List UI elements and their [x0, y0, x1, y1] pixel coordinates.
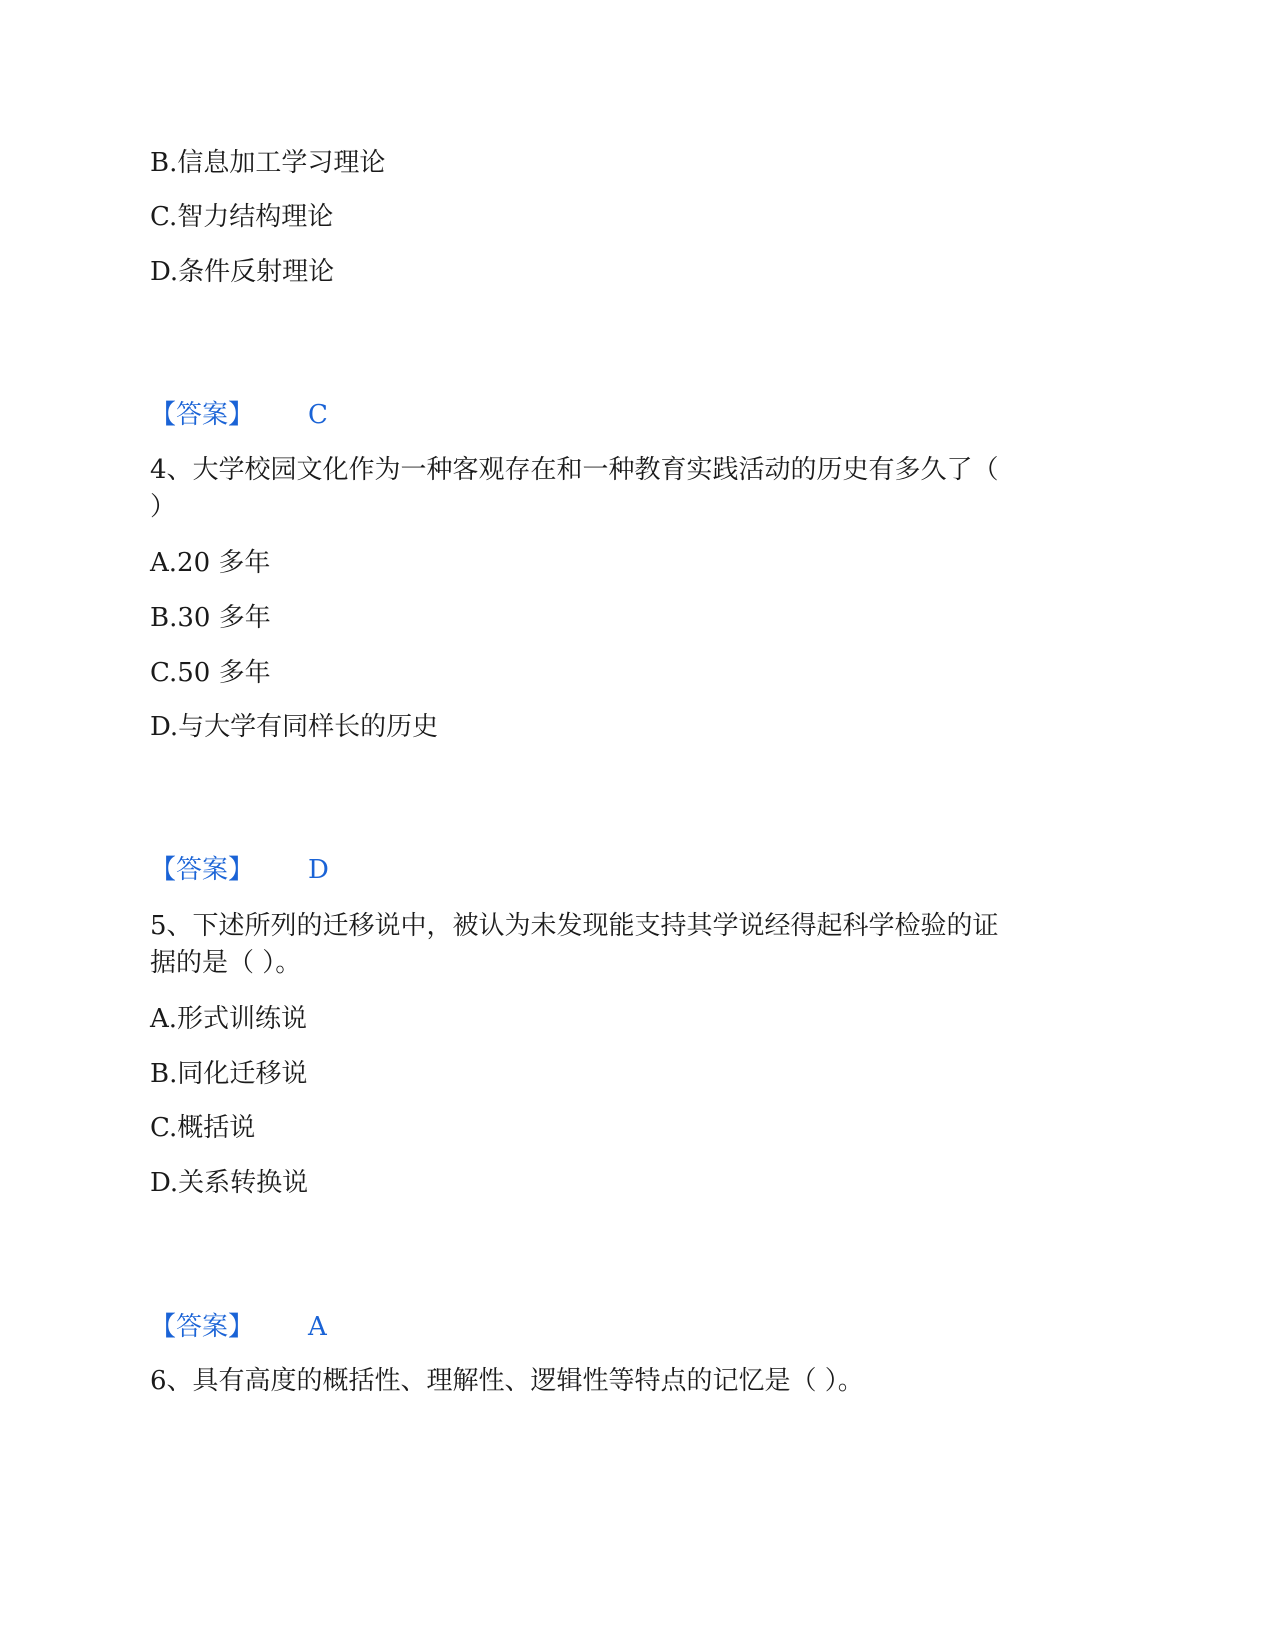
q4-option-a: A.20 多年 — [150, 548, 271, 578]
answer-value: D — [308, 855, 329, 885]
answer-value: C — [308, 400, 328, 430]
q3-option-c: C.智力结构理论 — [150, 202, 334, 232]
q4-stem-line2: ） — [150, 492, 177, 522]
q5-answer — [150, 1310, 327, 1344]
q5-stem-line1: 5、下述所列的迁移说中，被认为未发现能支持其学说经得起科学检验的证 — [150, 911, 999, 941]
q4-option-b: B.30 多年 — [150, 603, 271, 633]
q5-option-b: B.同化迁移说 — [150, 1059, 308, 1089]
q5-stem-line2: 据的是（ ）。 — [150, 948, 302, 978]
q4-stem-line1: 4、大学校园文化作为一种客观存在和一种教育实践活动的历史有多久了（ — [150, 455, 999, 485]
answer-tag: 【答案】 — [150, 1312, 255, 1342]
answer-tag: 【答案】 — [150, 400, 255, 430]
q3-answer — [150, 398, 328, 432]
q5-option-a: A.形式训练说 — [150, 1004, 308, 1034]
answer-tag: 【答案】 — [150, 855, 255, 885]
q3-option-d: D.条件反射理论 — [150, 257, 335, 287]
answer-value: A — [308, 1312, 327, 1342]
q6-stem-line1: 6、具有高度的概括性、理解性、逻辑性等特点的记忆是（ ）。 — [150, 1366, 864, 1396]
q4-answer — [150, 853, 329, 887]
q4-option-d: D.与大学有同样长的历史 — [150, 712, 439, 742]
q5-option-d: D.关系转换说 — [150, 1168, 309, 1198]
q5-option-c: C.概括说 — [150, 1113, 256, 1143]
q3-option-b: B.信息加工学习理论 — [150, 148, 386, 178]
q4-option-c: C.50 多年 — [150, 658, 271, 688]
